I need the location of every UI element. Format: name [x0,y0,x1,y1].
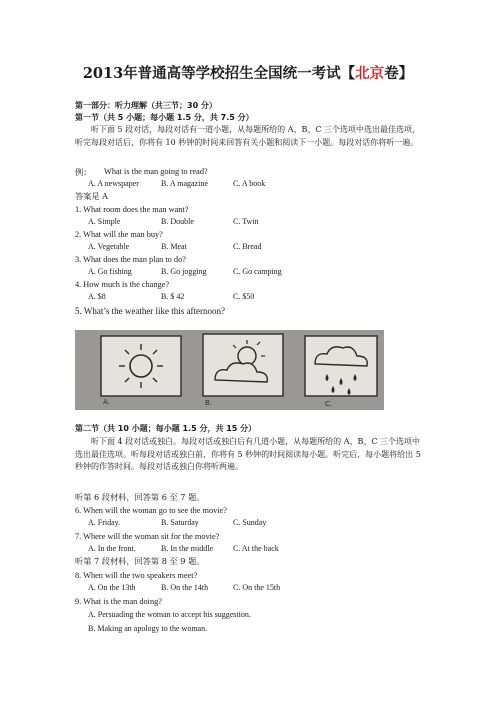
rainy-picture [305,336,377,396]
example-label: 例： [75,167,92,177]
q8-option-c: C. On the 15th [233,583,281,592]
q1-option-c: C. Twin [233,217,259,226]
question-8: 8. When will the two speakers meet? [75,571,198,580]
q9-option-a: A. Persuading the woman to accept his suggestion. [88,610,251,619]
cloudy-picture [203,334,283,396]
q1-option-a: A. Simple [88,217,121,226]
part-heading: 第一部分：听力理解（共三节；30 分） [75,101,217,110]
q4-option-a: A. $8 [88,292,106,301]
q3-option-a: A. Go fishing [88,267,132,276]
section2-heading: 第二节（共 10 小题；每小题 1.5 分，共 15 分） [75,424,257,433]
q6-option-b: B. Saturday [161,518,199,527]
material-6-7: 听第 6 段材料，回答第 6 至 7 题。 [75,492,205,502]
example-answer: 答案是 A [75,191,109,201]
q2-option-a: A. Vegetable [88,242,130,251]
question-7: 7. Where will the woman sit for the movie? [75,532,220,541]
title-prefix: 2013年普通高等学校招生全国统一考试【 [82,65,356,82]
q4-option-c: C. $50 [233,292,255,301]
example-option-a: A. A newspaper [88,179,139,188]
section1-heading: 第一节（共 5 小题；每小题 1.5 分，共 7.5 分） [75,113,254,122]
weather-picture [75,330,384,410]
q7-option-a: A. In the front. [88,544,136,553]
question-1: 1. What room does the man want? [75,205,189,214]
q9-option-b: B. Making an apology to the woman. [88,624,208,633]
q2-option-b: B. Meat [161,242,187,251]
section2-instructions: 听下面 4 段对话或独白。每段对话或独白后有几道小题，从每题所给的 A、B、C 三个选项中选出最佳选项。听每段对话或独白前，你将有 5 秒钟的时间阅读每小题。听完后，每小题将给出 5 秒钟的作答时间。每段对话或独白你将听两遍。 [75,437,421,472]
section1-instructions: 听下面 5 段对话，每段对话有一道小题，从每题所给的 A、B、C 三个选项中选出最佳选项，听完每段对话后，你将有 10 秒钟的时间来回答有关小题和阅读下一小题。每段对话你将听一遍。 [75,125,421,147]
q1-option-b: B. Double [161,217,194,226]
q2-option-c: C. Bread [233,242,262,251]
pic-label-a: A. [103,398,110,406]
q8-option-b: B. On the 14th [161,583,209,592]
example-option-c: C. A book [233,179,266,188]
pic-label-c: C. [325,400,333,408]
question-2: 2. What will the man buy? [75,230,163,239]
material-8-9: 听第 7 段材料，回答第 8 至 9 题。 [75,556,205,566]
q6-option-a: A. Friday. [88,518,121,527]
q7-option-b: B. In the middle [161,544,213,553]
question-6: 6. When will the woman go to see the movie? [75,506,227,515]
q8-option-a: A. On the 13th [88,583,136,592]
title-suffix: 卷】 [384,65,414,82]
q4-option-b: B. $ 42 [161,292,185,301]
page-title [0,62,496,83]
q3-option-b: B. Go jogging [161,267,207,276]
example-question: What is the man going to read? [104,167,208,176]
q7-option-c: C. At the back [233,544,279,553]
example-option-b: B. A magazine [161,179,208,188]
sun-picture [101,336,181,396]
title-region: 北京 [355,65,385,82]
q3-option-c: C. Go camping [233,267,282,276]
question-9: 9. What is the man doing? [75,597,162,606]
question-4: 4. How much is the change? [75,280,170,289]
question-5: 5. What’s the weather like this afternoon? [75,306,226,316]
q6-option-c: C. Sunday [233,518,267,527]
question-3: 3. What does the man plan to do? [75,255,186,264]
pic-label-b: B. [205,399,213,407]
